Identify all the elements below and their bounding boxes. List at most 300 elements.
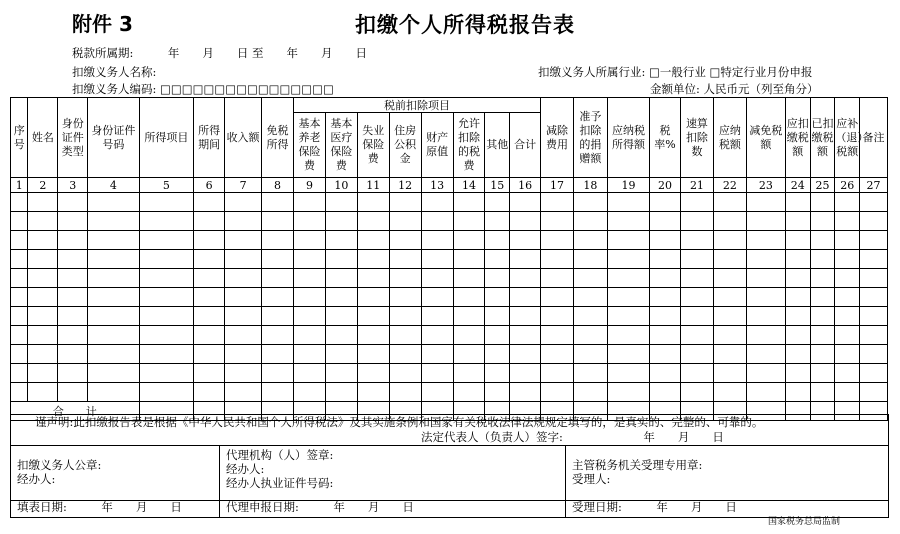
table-cell[interactable]	[58, 231, 88, 250]
table-cell[interactable]	[485, 212, 510, 231]
table-cell[interactable]	[453, 383, 485, 402]
table-cell[interactable]	[860, 250, 888, 269]
table-cell[interactable]	[680, 212, 713, 231]
table-cell[interactable]	[746, 383, 785, 402]
table-cell[interactable]	[713, 269, 746, 288]
table-cell[interactable]	[325, 326, 357, 345]
table-cell[interactable]	[325, 250, 357, 269]
table-cell[interactable]	[785, 231, 810, 250]
table-cell[interactable]	[421, 212, 453, 231]
table-cell[interactable]	[541, 212, 574, 231]
table-cell[interactable]	[389, 288, 421, 307]
table-cell[interactable]	[194, 212, 225, 231]
table-cell[interactable]	[262, 269, 294, 288]
table-cell[interactable]	[11, 307, 28, 326]
table-cell[interactable]	[294, 193, 326, 212]
table-cell[interactable]	[11, 383, 28, 402]
table-cell[interactable]	[713, 345, 746, 364]
table-cell[interactable]	[88, 364, 139, 383]
table-cell[interactable]	[453, 231, 485, 250]
table-cell[interactable]	[573, 307, 607, 326]
table-cell[interactable]	[225, 231, 262, 250]
column-number: 5	[139, 178, 194, 193]
table-cell[interactable]	[650, 383, 681, 402]
table-cell[interactable]	[58, 250, 88, 269]
table-cell[interactable]	[573, 231, 607, 250]
table-cell[interactable]	[139, 250, 194, 269]
table-cell[interactable]	[325, 345, 357, 364]
table-cell[interactable]	[785, 364, 810, 383]
table-cell[interactable]	[785, 269, 810, 288]
table-cell[interactable]	[28, 193, 58, 212]
table-cell[interactable]	[485, 269, 510, 288]
table-cell[interactable]	[510, 269, 541, 288]
table-cell[interactable]	[58, 364, 88, 383]
table-cell[interactable]	[607, 288, 649, 307]
table-cell[interactable]	[746, 364, 785, 383]
table-cell[interactable]	[194, 193, 225, 212]
table-cell[interactable]	[810, 307, 835, 326]
table-cell[interactable]	[680, 231, 713, 250]
table-cell[interactable]	[194, 383, 225, 402]
table-cell[interactable]	[541, 193, 574, 212]
table-cell[interactable]	[680, 326, 713, 345]
table-cell[interactable]	[28, 269, 58, 288]
table-cell[interactable]	[510, 326, 541, 345]
table-cell[interactable]	[262, 193, 294, 212]
table-cell[interactable]	[421, 250, 453, 269]
table-cell[interactable]	[453, 288, 485, 307]
table-cell[interactable]	[835, 212, 860, 231]
table-cell[interactable]	[541, 326, 574, 345]
table-cell[interactable]	[573, 364, 607, 383]
table-cell[interactable]	[453, 193, 485, 212]
table-cell[interactable]	[485, 307, 510, 326]
table-cell[interactable]	[139, 326, 194, 345]
table-cell[interactable]	[680, 345, 713, 364]
table-cell[interactable]	[835, 383, 860, 402]
table-cell[interactable]	[835, 231, 860, 250]
table-cell[interactable]	[262, 307, 294, 326]
table-cell[interactable]	[541, 383, 574, 402]
table-cell[interactable]	[139, 212, 194, 231]
table-cell[interactable]	[28, 364, 58, 383]
table-cell[interactable]	[573, 345, 607, 364]
table-cell[interactable]	[194, 231, 225, 250]
table-cell[interactable]	[58, 269, 88, 288]
table-cell[interactable]	[713, 250, 746, 269]
table-cell[interactable]	[325, 193, 357, 212]
table-cell[interactable]	[785, 345, 810, 364]
table-cell[interactable]	[139, 383, 194, 402]
table-cell[interactable]	[835, 364, 860, 383]
table-cell[interactable]	[58, 193, 88, 212]
table-cell[interactable]	[421, 288, 453, 307]
table-cell[interactable]	[294, 212, 326, 231]
table-cell[interactable]	[860, 364, 888, 383]
table-cell[interactable]	[510, 364, 541, 383]
table-cell[interactable]	[650, 307, 681, 326]
table-cell[interactable]	[453, 269, 485, 288]
table-cell[interactable]	[650, 326, 681, 345]
table-cell[interactable]	[357, 250, 389, 269]
table-cell[interactable]	[294, 345, 326, 364]
table-cell[interactable]	[58, 212, 88, 231]
table-cell[interactable]	[88, 250, 139, 269]
table-cell[interactable]	[225, 193, 262, 212]
table-cell[interactable]	[607, 231, 649, 250]
table-cell[interactable]	[294, 231, 326, 250]
table-cell[interactable]	[262, 326, 294, 345]
table-cell[interactable]	[294, 383, 326, 402]
table-cell[interactable]	[139, 193, 194, 212]
table-cell[interactable]	[607, 212, 649, 231]
table-cell[interactable]	[485, 288, 510, 307]
table-cell[interactable]	[680, 250, 713, 269]
table-cell[interactable]	[225, 212, 262, 231]
table-cell[interactable]	[713, 193, 746, 212]
table-cell[interactable]	[835, 326, 860, 345]
table-cell[interactable]	[11, 193, 28, 212]
table-cell[interactable]	[810, 364, 835, 383]
table-cell[interactable]	[421, 326, 453, 345]
table-cell[interactable]	[810, 288, 835, 307]
table-cell[interactable]	[573, 383, 607, 402]
table-cell[interactable]	[421, 345, 453, 364]
table-cell[interactable]	[357, 193, 389, 212]
table-cell[interactable]	[510, 212, 541, 231]
table-cell[interactable]	[810, 193, 835, 212]
table-cell[interactable]	[650, 288, 681, 307]
table-cell[interactable]	[860, 269, 888, 288]
table-cell[interactable]	[680, 193, 713, 212]
table-cell[interactable]	[573, 212, 607, 231]
table-cell[interactable]	[225, 383, 262, 402]
table-cell[interactable]	[357, 364, 389, 383]
table-cell[interactable]	[860, 212, 888, 231]
table-cell[interactable]	[485, 250, 510, 269]
table-cell[interactable]	[713, 364, 746, 383]
table-cell[interactable]	[357, 269, 389, 288]
table-cell[interactable]	[785, 250, 810, 269]
table-cell[interactable]	[453, 364, 485, 383]
table-cell[interactable]	[650, 364, 681, 383]
table-cell[interactable]	[860, 326, 888, 345]
table-cell[interactable]	[294, 288, 326, 307]
table-cell[interactable]	[139, 269, 194, 288]
table-cell[interactable]	[421, 383, 453, 402]
table-cell[interactable]	[421, 269, 453, 288]
table-cell[interactable]	[453, 212, 485, 231]
table-cell[interactable]	[713, 231, 746, 250]
table-cell[interactable]	[262, 288, 294, 307]
table-cell[interactable]	[11, 345, 28, 364]
table-cell[interactable]	[294, 326, 326, 345]
table-cell[interactable]	[11, 250, 28, 269]
table-cell[interactable]	[485, 345, 510, 364]
table-cell[interactable]	[325, 307, 357, 326]
table-cell[interactable]	[510, 307, 541, 326]
table-cell[interactable]	[860, 307, 888, 326]
table-cell[interactable]	[860, 193, 888, 212]
table-cell[interactable]	[510, 345, 541, 364]
table-cell[interactable]	[262, 250, 294, 269]
table-cell[interactable]	[860, 231, 888, 250]
table-cell[interactable]	[194, 288, 225, 307]
table-cell[interactable]	[573, 269, 607, 288]
table-cell[interactable]	[88, 307, 139, 326]
table-cell[interactable]	[541, 269, 574, 288]
table-cell[interactable]	[11, 364, 28, 383]
table-cell[interactable]	[713, 288, 746, 307]
table-cell[interactable]	[11, 269, 28, 288]
table-cell[interactable]	[650, 212, 681, 231]
table-cell[interactable]	[88, 326, 139, 345]
table-cell[interactable]	[810, 269, 835, 288]
table-cell[interactable]	[88, 231, 139, 250]
table-cell[interactable]	[262, 231, 294, 250]
table-cell[interactable]	[28, 250, 58, 269]
table-cell[interactable]	[88, 193, 139, 212]
table-cell[interactable]	[650, 193, 681, 212]
table-cell[interactable]	[58, 307, 88, 326]
table-cell[interactable]	[810, 250, 835, 269]
table-cell[interactable]	[746, 326, 785, 345]
table-cell[interactable]	[746, 345, 785, 364]
table-cell[interactable]	[88, 269, 139, 288]
table-cell[interactable]	[835, 345, 860, 364]
table-cell[interactable]	[357, 231, 389, 250]
table-cell[interactable]	[389, 250, 421, 269]
table-cell[interactable]	[510, 250, 541, 269]
table-cell[interactable]	[389, 269, 421, 288]
table-cell[interactable]	[541, 288, 574, 307]
table-cell[interactable]	[785, 212, 810, 231]
table-cell[interactable]	[541, 250, 574, 269]
table-cell[interactable]	[28, 326, 58, 345]
table-cell[interactable]	[573, 193, 607, 212]
table-cell[interactable]	[389, 364, 421, 383]
table-cell[interactable]	[810, 326, 835, 345]
table-cell[interactable]	[225, 250, 262, 269]
table-cell[interactable]	[389, 231, 421, 250]
table-cell[interactable]	[11, 212, 28, 231]
table-cell[interactable]	[680, 288, 713, 307]
table-cell[interactable]	[194, 345, 225, 364]
table-cell[interactable]	[785, 383, 810, 402]
table-cell[interactable]	[746, 212, 785, 231]
table-cell[interactable]	[607, 193, 649, 212]
table-cell[interactable]	[510, 383, 541, 402]
table-cell[interactable]	[835, 288, 860, 307]
table-cell[interactable]	[746, 231, 785, 250]
table-cell[interactable]	[746, 269, 785, 288]
column-header: 免税所得	[262, 98, 294, 178]
table-cell[interactable]	[225, 288, 262, 307]
table-cell[interactable]	[785, 326, 810, 345]
table-cell[interactable]	[139, 288, 194, 307]
table-cell[interactable]	[785, 307, 810, 326]
table-cell[interactable]	[325, 231, 357, 250]
table-cell[interactable]	[28, 345, 58, 364]
table-cell[interactable]	[510, 193, 541, 212]
table-cell[interactable]	[389, 212, 421, 231]
table-cell[interactable]	[713, 383, 746, 402]
table-cell[interactable]	[650, 231, 681, 250]
table-cell[interactable]	[225, 307, 262, 326]
table-cell[interactable]	[58, 345, 88, 364]
table-cell[interactable]	[88, 212, 139, 231]
table-cell[interactable]	[746, 288, 785, 307]
table-cell[interactable]	[28, 307, 58, 326]
table-cell[interactable]	[139, 231, 194, 250]
table-cell[interactable]	[139, 364, 194, 383]
table-cell[interactable]	[325, 383, 357, 402]
table-cell[interactable]	[262, 345, 294, 364]
table-cell[interactable]	[357, 345, 389, 364]
table-cell[interactable]	[389, 193, 421, 212]
table-cell[interactable]	[325, 212, 357, 231]
table-cell[interactable]	[810, 231, 835, 250]
table-cell[interactable]	[713, 212, 746, 231]
table-cell[interactable]	[860, 345, 888, 364]
table-cell[interactable]	[11, 231, 28, 250]
table-cell[interactable]	[810, 345, 835, 364]
table-cell[interactable]	[650, 345, 681, 364]
table-cell[interactable]	[835, 193, 860, 212]
table-cell[interactable]	[357, 212, 389, 231]
table-cell[interactable]	[785, 193, 810, 212]
table-cell[interactable]	[713, 326, 746, 345]
table-cell[interactable]	[607, 345, 649, 364]
table-cell[interactable]	[357, 383, 389, 402]
table-cell[interactable]	[510, 231, 541, 250]
table-cell[interactable]	[453, 250, 485, 269]
table-cell[interactable]	[225, 345, 262, 364]
table-cell[interactable]	[294, 269, 326, 288]
table-cell[interactable]	[421, 231, 453, 250]
table-cell[interactable]	[835, 250, 860, 269]
table-cell[interactable]	[294, 364, 326, 383]
table-cell[interactable]	[58, 326, 88, 345]
table-cell[interactable]	[139, 345, 194, 364]
table-cell[interactable]	[607, 269, 649, 288]
table-cell[interactable]	[541, 345, 574, 364]
table-cell[interactable]	[680, 383, 713, 402]
table-cell[interactable]	[357, 307, 389, 326]
table-cell[interactable]	[28, 288, 58, 307]
table-cell[interactable]	[810, 212, 835, 231]
table-cell[interactable]	[194, 250, 225, 269]
table-cell[interactable]	[194, 307, 225, 326]
table-cell[interactable]	[28, 212, 58, 231]
table-cell[interactable]	[541, 231, 574, 250]
table-cell[interactable]	[357, 288, 389, 307]
table-cell[interactable]	[573, 250, 607, 269]
table-cell[interactable]	[607, 383, 649, 402]
table-cell[interactable]	[485, 326, 510, 345]
table-cell[interactable]	[194, 364, 225, 383]
table-cell[interactable]	[453, 307, 485, 326]
table-cell[interactable]	[225, 269, 262, 288]
table-cell[interactable]	[389, 307, 421, 326]
table-cell[interactable]	[835, 307, 860, 326]
table-cell[interactable]	[421, 193, 453, 212]
table-cell[interactable]	[510, 288, 541, 307]
table-cell[interactable]	[58, 288, 88, 307]
table-cell[interactable]	[607, 326, 649, 345]
table-cell[interactable]	[607, 250, 649, 269]
table-cell[interactable]	[680, 269, 713, 288]
table-cell[interactable]	[139, 307, 194, 326]
table-cell[interactable]	[607, 307, 649, 326]
table-cell[interactable]	[573, 326, 607, 345]
table-cell[interactable]	[485, 383, 510, 402]
table-cell[interactable]	[88, 345, 139, 364]
table-cell[interactable]	[225, 326, 262, 345]
table-cell[interactable]	[389, 326, 421, 345]
table-cell[interactable]	[421, 307, 453, 326]
table-cell[interactable]	[453, 326, 485, 345]
table-cell[interactable]	[58, 383, 88, 402]
table-cell[interactable]	[389, 345, 421, 364]
table-cell[interactable]	[88, 288, 139, 307]
table-cell[interactable]	[573, 288, 607, 307]
table-cell[interactable]	[11, 326, 28, 345]
table-cell[interactable]	[485, 364, 510, 383]
table-cell[interactable]	[746, 193, 785, 212]
table-cell[interactable]	[325, 288, 357, 307]
table-cell[interactable]	[785, 288, 810, 307]
table-cell[interactable]	[541, 307, 574, 326]
table-cell[interactable]	[262, 383, 294, 402]
table-cell[interactable]	[325, 269, 357, 288]
table-cell[interactable]	[194, 326, 225, 345]
table-cell[interactable]	[325, 364, 357, 383]
table-cell[interactable]	[11, 288, 28, 307]
table-cell[interactable]	[357, 326, 389, 345]
table-cell[interactable]	[294, 250, 326, 269]
table-cell[interactable]	[650, 269, 681, 288]
table-cell[interactable]	[835, 269, 860, 288]
table-cell[interactable]	[860, 383, 888, 402]
table-cell[interactable]	[294, 307, 326, 326]
table-cell[interactable]	[389, 383, 421, 402]
table-cell[interactable]	[650, 250, 681, 269]
table-cell[interactable]	[421, 364, 453, 383]
table-cell[interactable]	[88, 383, 139, 402]
table-cell[interactable]	[28, 383, 58, 402]
table-cell[interactable]	[225, 364, 262, 383]
table-cell[interactable]	[485, 231, 510, 250]
table-cell[interactable]	[680, 364, 713, 383]
table-cell[interactable]	[746, 307, 785, 326]
table-cell[interactable]	[713, 307, 746, 326]
table-cell[interactable]	[680, 307, 713, 326]
table-cell[interactable]	[541, 364, 574, 383]
table-cell[interactable]	[262, 212, 294, 231]
table-cell[interactable]	[860, 288, 888, 307]
column-header: 应扣缴税额	[785, 98, 810, 178]
table-cell[interactable]	[262, 364, 294, 383]
table-cell[interactable]	[453, 345, 485, 364]
table-cell[interactable]	[194, 269, 225, 288]
table-cell[interactable]	[485, 193, 510, 212]
table-cell[interactable]	[607, 364, 649, 383]
table-cell[interactable]	[746, 250, 785, 269]
table-cell[interactable]	[810, 383, 835, 402]
table-cell[interactable]	[28, 231, 58, 250]
